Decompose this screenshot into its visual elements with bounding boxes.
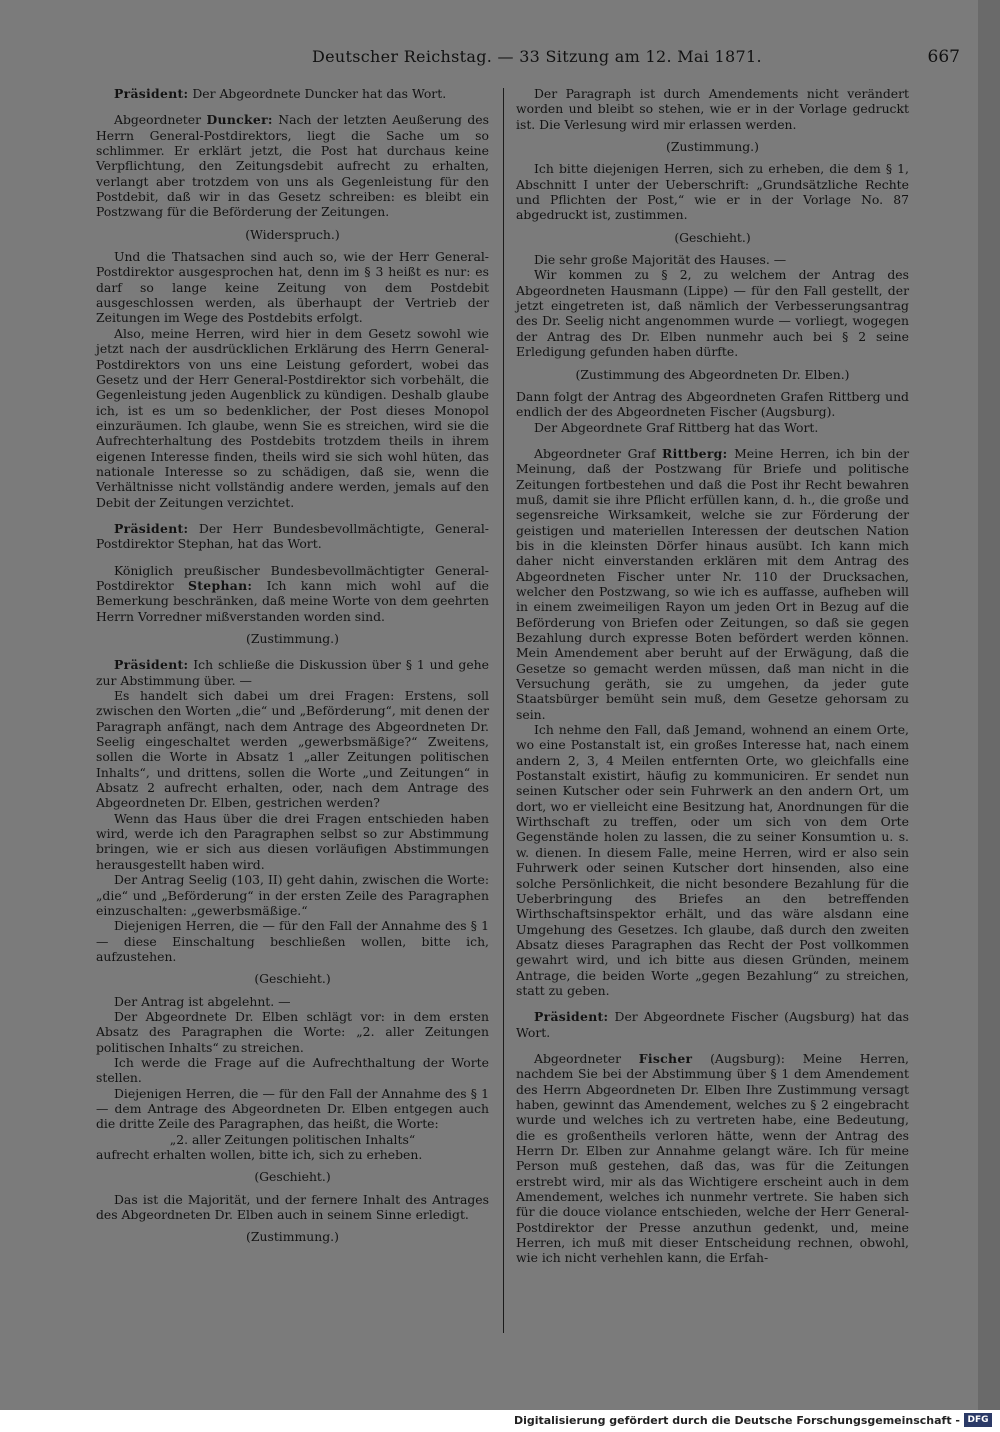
speaker-title: Abgeordneter xyxy=(534,1050,639,1066)
speech-paragraph xyxy=(96,112,489,219)
speech-paragraph xyxy=(96,521,489,552)
paragraph: Der Paragraph ist durch Amendements nicht verändert worden und bleibt so stehen, wie er in der Vorlage gedruckt ist. Die Verlesung wird mir erlassen werden. xyxy=(516,86,909,132)
interjection: (Zustimmung.) xyxy=(246,631,339,646)
paragraph: Wir kommen zu § 2, zu welchem der Antrag des Abgeordneten Hausmann (Lippe) — für den Fall gestellt, der jetzt eingetreten ist, daß nämlich der Verbesserungsantrag des Dr. Seelig nicht angenommen wurde — vorliegt, wogegen der Antrag des Dr. Elben nunmehr auch bei § 2 seine Erledigung gefunden haben dürfte. xyxy=(516,267,909,360)
speech-paragraph xyxy=(516,446,909,722)
paragraph: Wenn das Haus über die drei Fragen entschieden haben wird, werde ich den Paragraphen selbst so zur Abstimmung bringen, wie er sich aus diesen vorläufigen Abstimmungen herausgestellt haben wird. xyxy=(96,810,489,872)
paragraph: Das ist die Majorität, und der fernere Inhalt des Antrages des Abgeordneten Dr. Elben auch in seinem Sinne erledigt. xyxy=(96,1191,489,1223)
interjection: (Geschieht.) xyxy=(254,1169,331,1185)
speech-text: Ich kann mich wohl auf die Bemerkung beschränken, daß meine Worte von dem geehrten Herrn Vorredner mißverstanden worden sind. xyxy=(96,577,490,624)
speech-text: Meine Herren, ich bin der Meinung, daß der Postzwang für Briefe und politische Zeitungen fortbestehen und daß die Post ihr Recht bewahren muß, damit sie ihre Pflicht erfüllen kann, d. h., die große und segensreiche Wirksamkeit, welche sie zur Förderung der geistigen und materiellen Interessen der deutschen Nation bis in die kleinsten Dörfer hinaus ausübt. Ich kann mich daher nicht einverstanden erklären mit dem Antrag des Abgeordneten Fischer unter Nr. 110 der Drucksachen, welcher den Postzwang, so wie ich es auffasse, aufheben will in einem zweimeiligen Rayon um jeden Ort in Bezug auf die Beförderung von Briefen oder Zeitungen, so daß sie gegen Bezahlung durch expresse Boten befördert werden können. Mein Amendement aber beruht auf der Erwägung, daß die Gesetze so gemacht werden müssen, daß man nicht in die Versuchung geräth, sie zu umgehen, da jeder gute Staatsbürger bemüht sein muß, dem Gesetze gehorsam zu sein. xyxy=(516,445,909,722)
paragraph: Also, meine Herren, wird hier in dem Gesetz sowohl wie jetzt nach der ausdrücklichen Erklärung des Herrn General-Postdirektors von uns eine Leistung gefordert, wobei das Gesetz und der Herr General-Postdirektor sich vorbehält, die Gegenleistung jeden Augenblick zu kündigen. Deshalb glaube ich, ist es um so bedenklicher, der Post dieses Monopol einzuräumen. Ich glaube, wenn Sie es streichen, wird sie die Aufrechterhaltung des Postdebits trotzdem theils in ihrem eigenen Interesse finden, theils wird sie sich wohl hüten, das nationale Interesse so zu schädigen, daß sie, wenn die Verhältnisse nicht vollständig andere werden, jemals auf den Debit der Zeitungen verzichtet. xyxy=(96,325,489,510)
speaker-name: Stephan: xyxy=(188,577,253,593)
paragraph: Die sehr große Majorität des Hauses. — xyxy=(534,252,787,268)
interjection: (Zustimmung des Abgeordneten Dr. Elben.) xyxy=(575,366,850,382)
speaker-name: Rittberg: xyxy=(662,445,728,461)
paragraph: Der Abgeordnete Dr. Elben schlägt vor: in dem ersten Absatz des Paragraphen die Worte: „2. aller Zeitungen politischen Inhalts“ zu streichen. xyxy=(96,1008,489,1055)
paragraph: aufrecht erhalten wollen, bitte ich, sich zu erheben. xyxy=(96,1147,423,1162)
paragraph: Diejenigen Herren, die — für den Fall der Annahme des § 1 — dem Antrage des Abgeordneten Dr. Elben entgegen auch die dritte Zeile des Paragraphen, das heißt, die Worte: xyxy=(96,1085,489,1132)
page-number: 667 xyxy=(927,47,960,67)
column-divider xyxy=(503,88,504,1333)
speaker-name: Präsident: xyxy=(534,1009,609,1025)
paragraph: Der Abgeordnete Graf Rittberg hat das Wort. xyxy=(534,419,819,435)
interjection: (Zustimmung.) xyxy=(246,1229,339,1245)
paragraph: Dann folgt der Antrag des Abgeordneten Grafen Rittberg und endlich der des Abgeordneten Fischer (Augsburg). xyxy=(516,388,909,420)
interjection: (Widerspruch.) xyxy=(245,226,340,242)
interjection: (Zustimmung.) xyxy=(666,139,759,155)
paragraph: Es handelt sich dabei um drei Fragen: Erstens, soll zwischen den Worten „die“ und „Beförderung“, mit denen der Paragraph anfängt, nach dem Antrage des Abgeordneten Dr. Seelig eingeschaltet werden „gewerbsmäßige?“ Zweitens, sollen die Worte in Absatz 1 „aller Zeitungen politischen Inhalts“, und drittens, sollen die Worte „und Zeitungen“ in Absatz 2 aufrecht erhalten, oder, nach dem Antrage des Abgeordneten Dr. Elben, gestrichen werden? xyxy=(96,688,489,811)
speech-text: Nach der letzten Aeußerung des Herrn General-Postdirektors, liegt die Sache um so schlimmer. Er erklärt jetzt, die Post hat durchaus keine Verpflichtung, den Zeitungsdebit aufrecht zu erhalten, verlangt aber trotzdem von uns als Gegenleistung für den Postdebit, daß wir in das Gesetz schreiben: es bleibt ein Postzwang für die Beförderung der Zeitungen. xyxy=(96,112,490,220)
interjection: (Geschieht.) xyxy=(254,971,331,987)
running-header xyxy=(80,47,960,71)
paragraph: Ich nehme den Fall, daß Jemand, wohnend an einem Orte, wo eine Postanstalt ist, ein großes Interesse hat, nach einem andern 2, 3, 4 Meilen entfernten Orte, wo gleichfalls eine Postanstalt existirt, häufig zu kommuniciren. Er sendet nun seinen Kutscher oder sein Fuhrwerk an den andern Ort, um dort, wo er vielleicht eine Besitzung hat, Anordnungen für die Wirthschaft zu treffen, oder um sich von dem Orte Gegenstände holen zu lassen, die zu seiner Konsumtion u. s. w. dienen. In diesem Falle, meine Herren, wird er also sein Fuhrwerk oder seinen Kutscher dort hinsenden, also eine solche Persönlichkeit, die nicht besondere Bezahlung für die Ueberbringung des Briefes an den betreffenden Wirthschaftsinspektor erhält, und das wäre alsdann eine Umgehung des Gesetzes. Ich glaube, daß durch den zweiten Absatz dieses Paragraphen das Recht der Post vollkommen gewahrt wird, und ich bitte aus diesen Gründen, meinem Antrage, die beiden Worte „gegen Bezahlung“ zu streichen, statt zu geben. xyxy=(516,722,909,998)
paragraph: Der Antrag ist abgelehnt. — xyxy=(114,993,291,1009)
paragraph: Ich bitte diejenigen Herren, sich zu erheben, die dem § 1, Abschnitt I unter der Ueberschrift: „Grundsätzliche Rechte und Pflichten der Post,“ wie er in der Vorlage No. 87 abgedruckt ist, zustimmen. xyxy=(516,161,909,223)
speaker-name: Präsident: xyxy=(114,520,189,536)
speech-text: Der Herr Bundesbevollmächtigte, General-Postdirektor Stephan, hat das Wort. xyxy=(96,520,489,552)
speaker-name: Duncker: xyxy=(206,112,273,128)
paragraph: Ich werde die Frage auf die Aufrechthaltung der Worte stellen. xyxy=(96,1054,489,1086)
paragraph: Diejenigen Herren, die — für den Fall der Annahme des § 1 — diese Einschaltung beschließen wollen, bitte ich, aufzustehen. xyxy=(96,918,489,964)
paragraph: Und die Thatsachen sind auch so, wie der Herr General-Postdirektor ausgesprochen hat, denn im § 3 heißt es nur: es darf so lange keine Zeitung von dem Postdebit ausgeschlossen werden, als überhaupt der Vertrieb der Zeitungen im Wege des Postdebits erfolgt. xyxy=(96,249,489,326)
digitization-footer xyxy=(0,1410,1000,1432)
right-column xyxy=(516,86,909,1266)
dfg-logo: DFG xyxy=(964,1413,992,1427)
speaker-name: Fischer xyxy=(638,1050,693,1066)
speech-paragraph xyxy=(96,657,489,688)
running-title: Deutscher Reichstag. — 33 Sitzung am 12. Mai 1871. xyxy=(312,47,762,66)
paragraph: Der Antrag Seelig (103, II) geht dahin, zwischen die Worte: „die“ und „Beförderung“ in der ersten Zeile des Paragraphen einzuschalten: „gewerbsmäßige.“ xyxy=(96,872,489,918)
speaker-title: Königlich preußischer Bundesbevollmächtigter General-Postdirektor xyxy=(96,562,489,593)
speech-text: Der Abgeordnete Duncker hat das Wort. xyxy=(188,86,447,101)
left-column xyxy=(96,86,489,1252)
speaker-name: Präsident: xyxy=(114,657,189,673)
interjection: (Geschieht.) xyxy=(674,229,751,245)
speech-text: Der Abgeordnete Fischer (Augsburg) hat das Wort. xyxy=(516,1009,909,1040)
speaker-title: Abgeordneter Graf xyxy=(534,445,663,461)
quoted-text: „2. aller Zeitungen politischen Inhalts“ xyxy=(169,1131,416,1147)
speech-paragraph xyxy=(96,86,489,101)
speech-paragraph xyxy=(516,1009,909,1040)
speech-text: (Augsburg): Meine Herren, nachdem Sie bei der Abstimmung über § 1 dem Amendement des Herrn Abgeordneten Dr. Elben Ihre Zustimmung versagt haben, gewinnt das Amendement, welches zu § 2 eingebracht wurde und welches ich zu vertreten habe, eine Bedeutung, die es großentheils verloren hätte, wenn der Antrag des Herrn Dr. Elben zur Annahme gelangt wäre. Ich für meine Person muß gestehen, daß das, was für die Zeitungen erstrebt wird, mir als das Wichtigere erscheint auch in dem Amendement, welches ich nunmehr vertrete. Sie haben sich für die douce violance entschieden, welche der Herr General-Postdirektor der Presse anzuthun gedenkt, und, meine Herren, ich muß mit dieser Entscheidung rechnen, obwohl, wie ich nicht verhehlen kann, die Erfah- xyxy=(516,1050,909,1266)
speech-text: Ich schließe die Diskussion über § 1 und gehe zur Abstimmung über. — xyxy=(96,657,489,688)
footer-credit: Digitalisierung gefördert durch die Deutsche Forschungsgemeinschaft - xyxy=(513,1414,960,1427)
speaker-name: Präsident: xyxy=(114,86,189,101)
speech-paragraph xyxy=(516,1051,909,1266)
speaker-title: Abgeordneter xyxy=(114,112,207,128)
speech-paragraph xyxy=(96,563,489,624)
